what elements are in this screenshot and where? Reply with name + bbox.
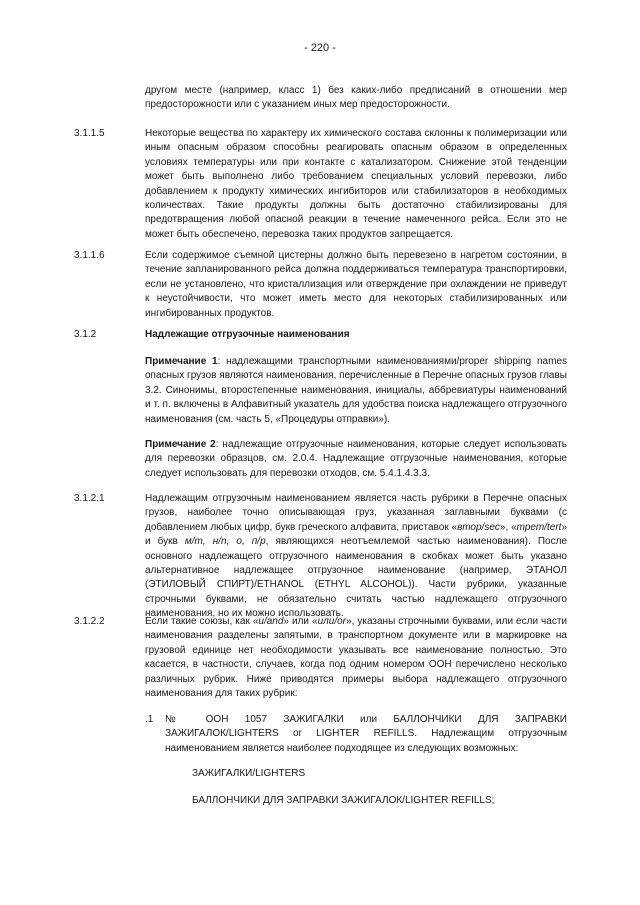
section-number-3-1-2-2: 3.1.2.2 [74, 616, 105, 627]
italic-fragment: или/or [317, 616, 347, 627]
section-text-3-1-1-5: Некоторые вещества по характеру их химического состава склонны к полимеризации или иным опасным образом способны реагировать опасным образом в определенных условиях температуры или при контакте с катализатором. Снижение этой тенденции может быть выполнено либо требованием специальных условий перевозки, либо добавлением к продукту химических ингибиторов или стабилизаторов в необходимых количествах. Такие продукты должны быть достаточно стабилизированы для предотвращения любой опасной реакции в течение намеченного рейса. Если это не может быть обеспечено, перевозка таких продуктов запрещается. [145, 128, 567, 240]
note-1-label: Примечание 1 [145, 356, 218, 367]
note-1 [145, 355, 567, 427]
text-fragment: », указаны строчными буквами, или если части наименования разделены запятыми, в транспортном документе или в маркировке на грузовой единице нет необходимости указывать все наименование полностью. Это касается, в частности, случаев, когда под одним номером ООН перечислено несколько различных рубрик. Ниже приводятся примеры выбора надлежащего отгрузочного наименования для таких рубрик: [145, 616, 567, 700]
note-2-text: : надлежащие отгрузочные наименования, которые следует использовать для перевозки образцов, см. 2.0.4. Надлежащие отгрузочные наименования, которые следует использовать для перевозки отходов, см. 5.4.1.4.3.3. [145, 439, 568, 479]
text-fragment: , являющихся неотъемлемой частью наименования). После основного надлежащего отгрузочного наименования в скобках может быть указано альтернативное надлежащее отгрузочное наименование (например, ЭТАНОЛ (ЭТИЛОВЫЙ СПИРТ)/ETHANOL (ETHYL ALCOHOL)). Части рубрики, указанные строчными буквами, не обязательно считать частью надлежащего отгрузочного наименования, но их можно использовать. [145, 536, 567, 620]
section-text-3-1-2-2 [145, 615, 567, 701]
section-number-3-1-1-6: 3.1.1.6 [74, 250, 105, 261]
text-fragment: » и букв [145, 521, 568, 548]
option-lighter-refills: БАЛЛОНЧИКИ ДЛЯ ЗАПРАВКИ ЗАЖИГАЛОК/LIGHTER REFILLS; [192, 795, 495, 806]
section-text-3-1-1-6: Если содержимое съемной цистерны должно быть перевезено в нагретом состоянии, в течение запланированного рейса должна поддерживаться температура транспортировки, если не установлено, что кристаллизация или отверждение при охлаждении не приведут к неустойчивости, что может иметь место для некоторых стабилизированных или ингибированных продуктов. [145, 250, 567, 319]
page-number: - 220 - [304, 42, 336, 54]
section-number-3-1-2-1: 3.1.2.1 [74, 493, 105, 504]
italic-fragment: втор/sec [457, 521, 500, 533]
section-number-3-1-1-5: 3.1.1.5 [74, 128, 105, 139]
italic-fragment: м/m, н/n, о, п/p [184, 536, 266, 548]
item-number-1: .1 [145, 714, 154, 725]
note-2 [145, 438, 567, 481]
option-lighters: ЗАЖИГАЛКИ/LIGHTERS [192, 768, 306, 779]
italic-fragment: и/and [258, 616, 284, 627]
text-fragment: Если такие союзы, как « [145, 616, 259, 627]
note-1-text: : надлежащими транспортными наименованиями/proper shipping names опасных грузов являются наименования, перечисленные в Перечне опасных грузов главы 3.2. Синонимы, второстепенные наименования, инициалы, аббревиатуры наименований и т. п. включены в Алфавитный указатель для удобства поиска надлежащего отгрузочного наименования (см. часть 5, «Процедуры отправки»). [145, 356, 567, 425]
text-fragment: », « [499, 521, 517, 533]
note-2-label: Примечание 2 [145, 439, 216, 450]
italic-fragment: трет/tert [516, 521, 562, 533]
section-text-3-1-2-1 [145, 492, 567, 622]
text-fragment: » или « [283, 616, 318, 627]
text-fragment: Надлежащим отгрузочным наименованием является часть рубрики в Перечне опасных грузов, наиболее точно описывающая груз, указанная заглавными буквами (с добавлением любых цифр, букв греческого алфавита, приставок « [145, 493, 567, 533]
continuation-paragraph: другом месте (например, класс 1) без каких-либо предписаний в отношении мер предосторожности или с указанием иных мер предосторожности. [145, 85, 567, 111]
item-text-1: № ООН 1057 ЗАЖИГАЛКИ или БАЛЛОНЧИКИ ДЛЯ ЗАПРАВКИ ЗАЖИГАЛОК/LIGHTERS or LIGHTER REFILLS. Надлежащим отгрузочным наименованием является наиболее подходящее из следующих возможных: [165, 714, 567, 754]
section-heading-3-1-2: Надлежащие отгрузочные наименования [145, 329, 350, 340]
section-number-3-1-2: 3.1.2 [74, 329, 97, 340]
